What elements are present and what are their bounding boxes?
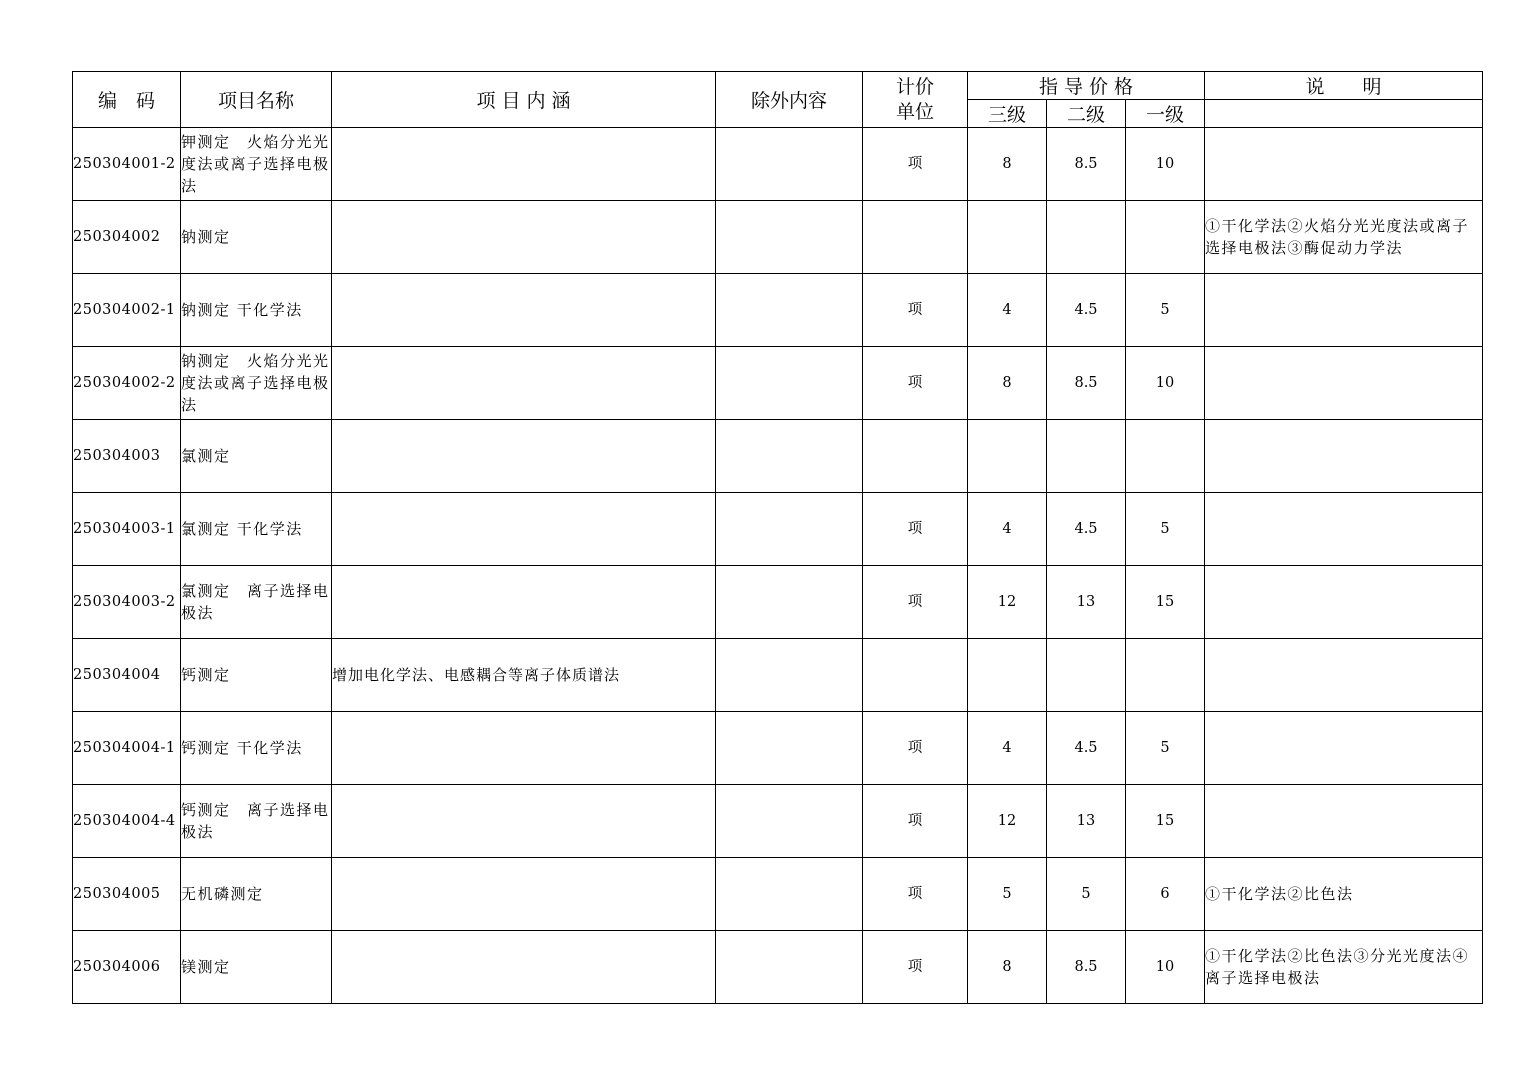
cell-note: [1205, 712, 1483, 785]
cell-unit: 项: [863, 785, 968, 858]
cell-content: [332, 566, 716, 639]
cell-price-level1: 15: [1126, 566, 1205, 639]
cell-price-level2: [1047, 639, 1126, 712]
cell-exclusion: [716, 712, 863, 785]
cell-price-level3: 8: [968, 128, 1047, 201]
cell-unit: 项: [863, 493, 968, 566]
cell-unit: 项: [863, 274, 968, 347]
cell-content: [332, 493, 716, 566]
cell-note: ①干化学法②比色法: [1205, 858, 1483, 931]
cell-price-level3: [968, 420, 1047, 493]
cell-exclusion: [716, 931, 863, 1004]
cell-content: [332, 274, 716, 347]
cell-price-level2: 8.5: [1047, 347, 1126, 420]
cell-name: 钠测定: [181, 201, 332, 274]
cell-note: [1205, 420, 1483, 493]
header-level2: 二级: [1047, 100, 1126, 128]
cell-price-level3: 4: [968, 493, 1047, 566]
cell-price-level1: 10: [1126, 128, 1205, 201]
cell-price-level2: 4.5: [1047, 712, 1126, 785]
cell-price-level1: [1126, 201, 1205, 274]
table-row: [73, 858, 1483, 931]
cell-price-level1: [1126, 639, 1205, 712]
cell-price-level3: 12: [968, 785, 1047, 858]
cell-note: ①干化学法②比色法③分光光度法④离子选择电极法: [1205, 931, 1483, 1004]
table-row: [73, 931, 1483, 1004]
cell-unit: [863, 201, 968, 274]
cell-exclusion: [716, 347, 863, 420]
cell-code: 250304005: [73, 858, 181, 931]
table-row: [73, 128, 1483, 201]
cell-price-level1: 10: [1126, 931, 1205, 1004]
cell-note: ①干化学法②火焰分光光度法或离子选择电极法③酶促动力学法: [1205, 201, 1483, 274]
cell-price-level2: 13: [1047, 785, 1126, 858]
header-name: 项目名称: [181, 72, 332, 128]
cell-code: 250304002-1: [73, 274, 181, 347]
cell-exclusion: [716, 274, 863, 347]
cell-price-level3: [968, 639, 1047, 712]
cell-price-level1: 5: [1126, 712, 1205, 785]
cell-content: [332, 858, 716, 931]
cell-name: 镁测定: [181, 931, 332, 1004]
cell-price-level1: [1126, 420, 1205, 493]
header-exclusion: 除外内容: [716, 72, 863, 128]
cell-content: 增加电化学法、电感耦合等离子体质谱法: [332, 639, 716, 712]
header-unit-line1: 计价: [895, 75, 934, 98]
cell-code: 250304003: [73, 420, 181, 493]
cell-price-level1: 15: [1126, 785, 1205, 858]
cell-unit: [863, 420, 968, 493]
cell-name: 钙测定: [181, 639, 332, 712]
cell-name: 钙测定 干化学法: [181, 712, 332, 785]
header-code: 编 码: [73, 72, 181, 128]
cell-price-level2: 13: [1047, 566, 1126, 639]
cell-price-level2: 4.5: [1047, 493, 1126, 566]
table-row: [73, 201, 1483, 274]
cell-exclusion: [716, 128, 863, 201]
table-body: [73, 128, 1483, 1004]
header-level3: 三级: [968, 100, 1047, 128]
cell-content: [332, 931, 716, 1004]
header-level1: 一级: [1126, 100, 1205, 128]
cell-content: [332, 420, 716, 493]
cell-price-level2: 8.5: [1047, 128, 1126, 201]
cell-code: 250304002-2: [73, 347, 181, 420]
table-row: [73, 274, 1483, 347]
cell-name: 氯测定: [181, 420, 332, 493]
cell-price-level2: 4.5: [1047, 274, 1126, 347]
table-row: [73, 566, 1483, 639]
cell-note: [1205, 566, 1483, 639]
cell-content: [332, 201, 716, 274]
price-table: [72, 71, 1483, 1004]
cell-name: 钾测定 火焰分光光度法或离子选择电极法: [181, 128, 332, 201]
cell-exclusion: [716, 639, 863, 712]
cell-exclusion: [716, 566, 863, 639]
cell-name: 无机磷测定: [181, 858, 332, 931]
cell-price-level2: 5: [1047, 858, 1126, 931]
table-row: [73, 347, 1483, 420]
cell-unit: 项: [863, 566, 968, 639]
table-row: [73, 420, 1483, 493]
cell-content: [332, 785, 716, 858]
cell-note: [1205, 785, 1483, 858]
cell-content: [332, 347, 716, 420]
table-header: [73, 72, 1483, 128]
header-guide-price: 指 导 价 格: [968, 72, 1205, 100]
cell-price-level2: 8.5: [1047, 931, 1126, 1004]
cell-unit: 项: [863, 128, 968, 201]
cell-code: 250304001-2: [73, 128, 181, 201]
cell-price-level3: 12: [968, 566, 1047, 639]
cell-unit: 项: [863, 712, 968, 785]
header-unit: [863, 72, 968, 128]
cell-exclusion: [716, 858, 863, 931]
cell-price-level1: 10: [1126, 347, 1205, 420]
cell-note: [1205, 493, 1483, 566]
cell-exclusion: [716, 201, 863, 274]
cell-exclusion: [716, 785, 863, 858]
cell-price-level1: 5: [1126, 274, 1205, 347]
cell-note: [1205, 347, 1483, 420]
cell-code: 250304004: [73, 639, 181, 712]
cell-code: 250304003-1: [73, 493, 181, 566]
cell-note: [1205, 274, 1483, 347]
table-row: [73, 785, 1483, 858]
table-row: [73, 493, 1483, 566]
cell-price-level2: [1047, 420, 1126, 493]
table-row: [73, 712, 1483, 785]
cell-unit: 项: [863, 931, 968, 1004]
header-note: 说 明: [1205, 72, 1483, 100]
cell-unit: 项: [863, 858, 968, 931]
cell-price-level3: 8: [968, 931, 1047, 1004]
header-unit-line2: 单位: [895, 100, 934, 123]
cell-price-level1: 6: [1126, 858, 1205, 931]
cell-note: [1205, 639, 1483, 712]
header-content: 项 目 内 涵: [332, 72, 716, 128]
cell-price-level3: 5: [968, 858, 1047, 931]
cell-unit: [863, 639, 968, 712]
cell-price-level3: 4: [968, 712, 1047, 785]
table-row: [73, 639, 1483, 712]
cell-code: 250304002: [73, 201, 181, 274]
cell-content: [332, 712, 716, 785]
cell-exclusion: [716, 420, 863, 493]
cell-unit: 项: [863, 347, 968, 420]
cell-content: [332, 128, 716, 201]
cell-code: 250304004-1: [73, 712, 181, 785]
cell-price-level1: 5: [1126, 493, 1205, 566]
cell-name: 钠测定 火焰分光光度法或离子选择电极法: [181, 347, 332, 420]
cell-note: [1205, 128, 1483, 201]
cell-exclusion: [716, 493, 863, 566]
cell-price-level2: [1047, 201, 1126, 274]
cell-name: 氯测定 干化学法: [181, 493, 332, 566]
header-note-sub: [1205, 100, 1483, 128]
cell-code: 250304006: [73, 931, 181, 1004]
cell-code: 250304004-4: [73, 785, 181, 858]
cell-price-level3: [968, 201, 1047, 274]
cell-price-level3: 4: [968, 274, 1047, 347]
cell-code: 250304003-2: [73, 566, 181, 639]
cell-name: 钙测定 离子选择电极法: [181, 785, 332, 858]
cell-name: 钠测定 干化学法: [181, 274, 332, 347]
cell-name: 氯测定 离子选择电极法: [181, 566, 332, 639]
cell-price-level3: 8: [968, 347, 1047, 420]
